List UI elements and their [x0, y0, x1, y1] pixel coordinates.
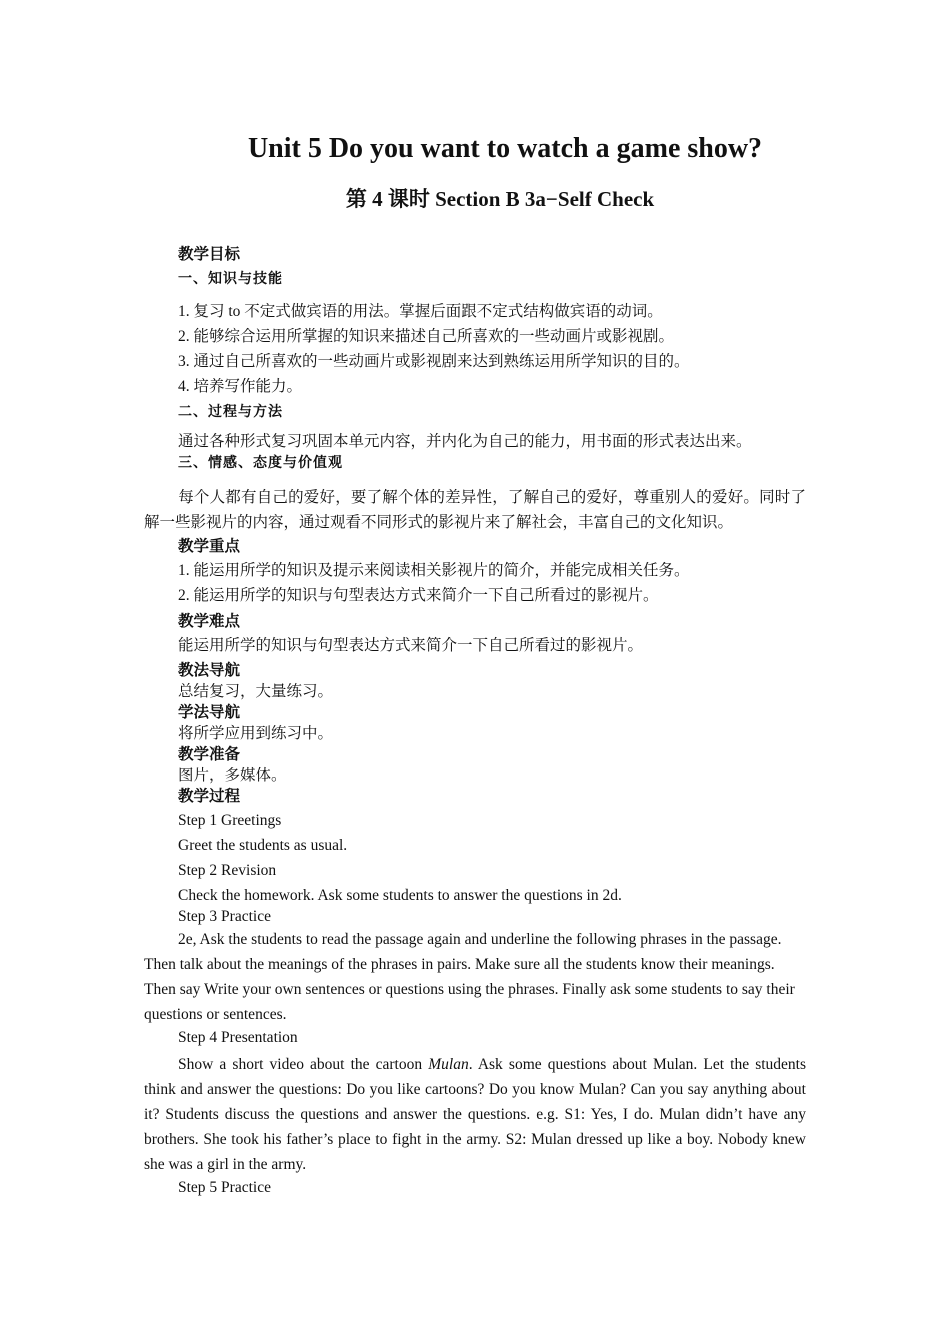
process-method-heading: 二、过程与方法 — [178, 405, 283, 420]
emotion-text: 每个人都有自己的爱好，要了解个体的差异性，了解自己的爱好，尊重别人的爱好。同时了解一些影视片的内容，通过观看不同形式的影视片来了解社会，丰富自己的文化知识。 — [144, 489, 806, 531]
learning-method-text: 将所学应用到练习中。 — [178, 725, 334, 742]
step4-italic-title: Mulan — [428, 1056, 469, 1073]
document-subtitle: 第 4 课时 Section B 3a−Self Check — [345, 187, 655, 211]
document-title: Unit 5 Do you want to watch a game show? — [247, 133, 763, 164]
difficulties-heading: 教学难点 — [178, 613, 241, 630]
teaching-method-heading: 教法导航 — [178, 662, 241, 679]
knowledge-item: 1. 复习 to 不定式做宾语的用法。掌握后面跟不定式结构做宾语的动词。 — [178, 303, 663, 320]
preparation-heading: 教学准备 — [178, 746, 241, 763]
step4-text-b: . Ask some questions about Mulan. Let the students think and answer the questions: Do you like cartoons? Do you know Mulan? Can you say anything about it? Students discuss the questions and answer the questions. e.g. S1: Yes, I do. Mulan didn’t have any brothers. She took his father’s place to fight in the army. S2: Mulan dressed up like a boy. Nobody knew she was a girl in the army. — [144, 1056, 806, 1173]
step2-text: Check the homework. Ask some students to answer the questions in 2d. — [178, 887, 622, 904]
step4-text-a: Show a short video about the cartoon — [178, 1056, 429, 1073]
key-points-heading: 教学重点 — [178, 538, 241, 555]
knowledge-item: 2. 能够综合运用所掌握的知识来描述自己所喜欢的一些动画片或影视剧。 — [178, 328, 675, 345]
step2-title: Step 2 Revision — [178, 862, 277, 879]
step1-title: Step 1 Greetings — [178, 812, 282, 829]
preparation-text: 图片，多媒体。 — [178, 767, 287, 784]
difficulties-text: 能运用所学的知识与句型表达方式来简介一下自己所看过的影视片。 — [178, 637, 644, 654]
knowledge-item: 4. 培养写作能力。 — [178, 378, 303, 395]
step4-paragraph — [144, 1052, 806, 1177]
knowledge-item: 3. 通过自己所喜欢的一些动画片或影视剧来达到熟练运用所学知识的目的。 — [178, 353, 690, 370]
goals-heading: 教学目标 — [178, 246, 241, 263]
step3-text: 2e, Ask the students to read the passage again and underline the following phrases in the passage. Then talk about the meanings of the phrases in pairs. Make sure all the students know their meanings. Then say Write your own sentences or questions using the phrases. Finally ask some students to say their questions or sentences. — [144, 931, 795, 1023]
step5-title: Step 5 Practice — [178, 1179, 271, 1196]
step4-title: Step 4 Presentation — [178, 1029, 298, 1046]
process-heading: 教学过程 — [178, 788, 241, 805]
step3-paragraph — [144, 927, 806, 1027]
learning-method-heading: 学法导航 — [178, 704, 241, 721]
teaching-method-text: 总结复习，大量练习。 — [178, 683, 334, 700]
emotion-heading: 三、情感、态度与价值观 — [178, 456, 343, 471]
key-point-item: 2. 能运用所学的知识与句型表达方式来简介一下自己所看过的影视片。 — [178, 587, 659, 604]
knowledge-heading: 一、知识与技能 — [178, 272, 283, 287]
step1-text: Greet the students as usual. — [178, 837, 348, 854]
emotion-paragraph — [144, 485, 806, 535]
key-point-item: 1. 能运用所学的知识及提示来阅读相关影视片的简介，并能完成相关任务。 — [178, 562, 690, 579]
step3-title: Step 3 Practice — [178, 908, 271, 925]
process-method-text: 通过各种形式复习巩固本单元内容，并内化为自己的能力，用书面的形式表达出来。 — [178, 433, 752, 450]
